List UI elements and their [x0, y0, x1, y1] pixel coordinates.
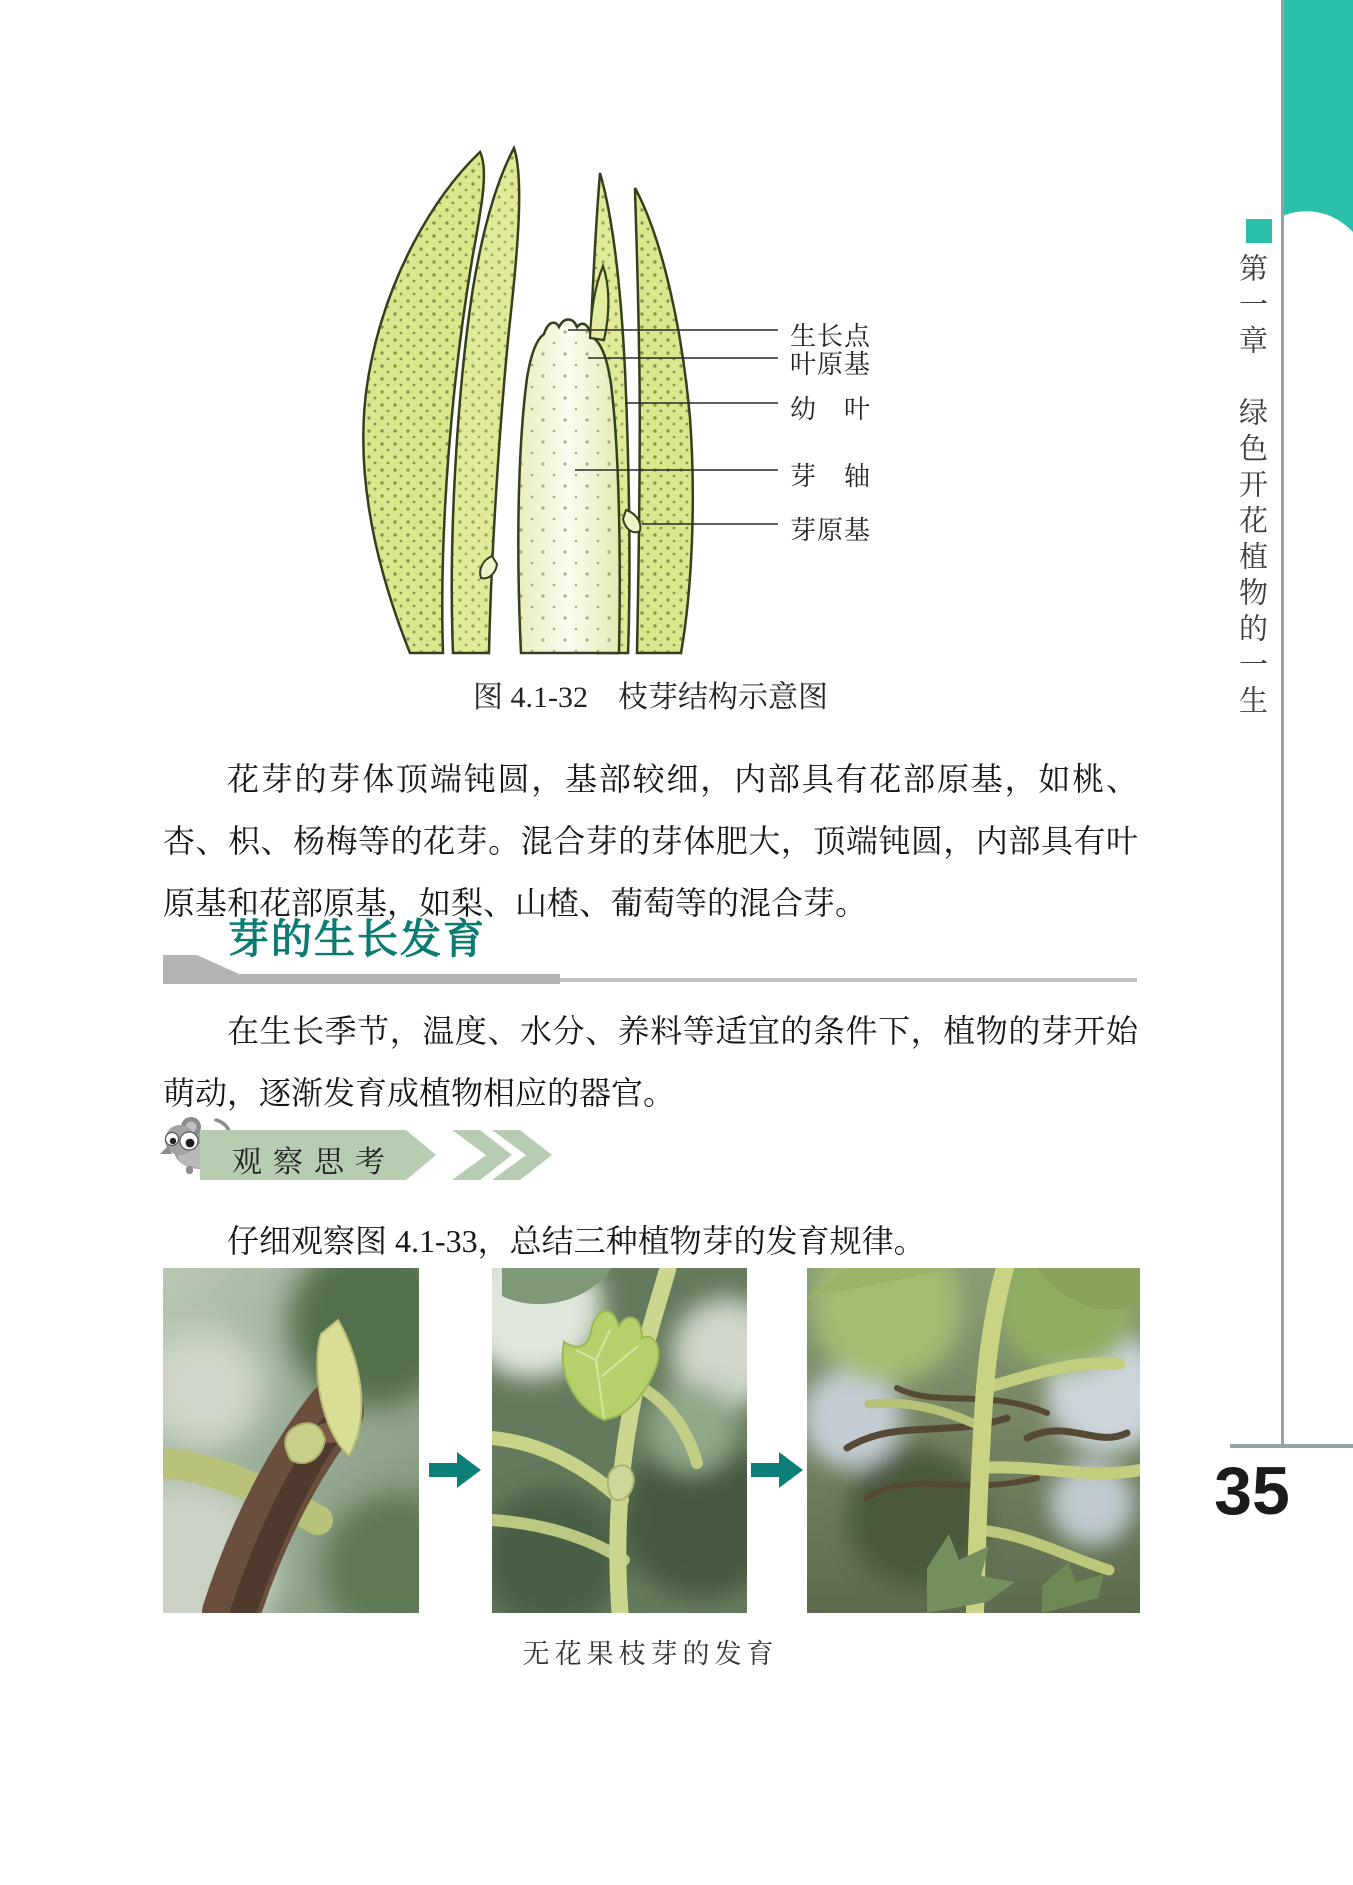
- double-chevron-right-icon: [452, 1130, 552, 1180]
- photo-fig-bud-stage-2: [492, 1268, 747, 1613]
- outer-scale-right: [635, 188, 693, 653]
- arrow-right-icon: [751, 1452, 803, 1488]
- paragraph-observe-task: 仔细观察图 4.1-33，总结三种植物芽的发育规律。: [227, 1223, 926, 1259]
- label-bud-axis: 芽 轴: [790, 462, 872, 491]
- paragraph-flower-bud: 花芽的芽体顶端钝圆，基部较细，内部具有花部原基，如桃、杏、枳、杨梅等的花芽。混合芽的芽体肥大，顶端钝圆，内部具有叶原基和花部原基，如梨、山楂、葡萄等的混合芽。: [163, 761, 1138, 921]
- sidebar-vertical-rule: [1281, 0, 1284, 1447]
- photo-fig-bud-stage-1: [163, 1268, 419, 1613]
- label-bud-primordium: 芽原基: [790, 516, 872, 545]
- chapter-marker-square: [1246, 219, 1272, 243]
- section-heading: 芽的生长发育: [228, 916, 486, 962]
- callout-label: 观察思考: [232, 1146, 396, 1179]
- chapter-title-vertical: 第一章 绿色开花植物的一生: [1235, 253, 1267, 721]
- figure-caption: 图 4.1-32 枝芽结构示意图: [473, 681, 828, 714]
- label-leaf-primordium: 叶原基: [790, 350, 872, 379]
- photo-fig-bud-stage-3: [807, 1268, 1140, 1613]
- label-young-leaf: 幼 叶: [790, 395, 872, 424]
- paragraph-bud-growth: 在生长季节，温度、水分、养料等适宜的条件下，植物的芽开始萌动，逐渐发育成植物相应的器官。: [163, 1013, 1138, 1111]
- page-number: 35: [1214, 1453, 1290, 1529]
- chapter-header-block: [1282, 0, 1353, 236]
- section-heading-underline: [163, 950, 1137, 986]
- label-growing-point: 生长点: [790, 322, 872, 351]
- photo-figure-caption: 无花果枝芽的发育: [522, 1639, 779, 1669]
- sidebar-horizontal-rule: [1230, 1444, 1353, 1448]
- arrow-right-icon: [429, 1452, 481, 1488]
